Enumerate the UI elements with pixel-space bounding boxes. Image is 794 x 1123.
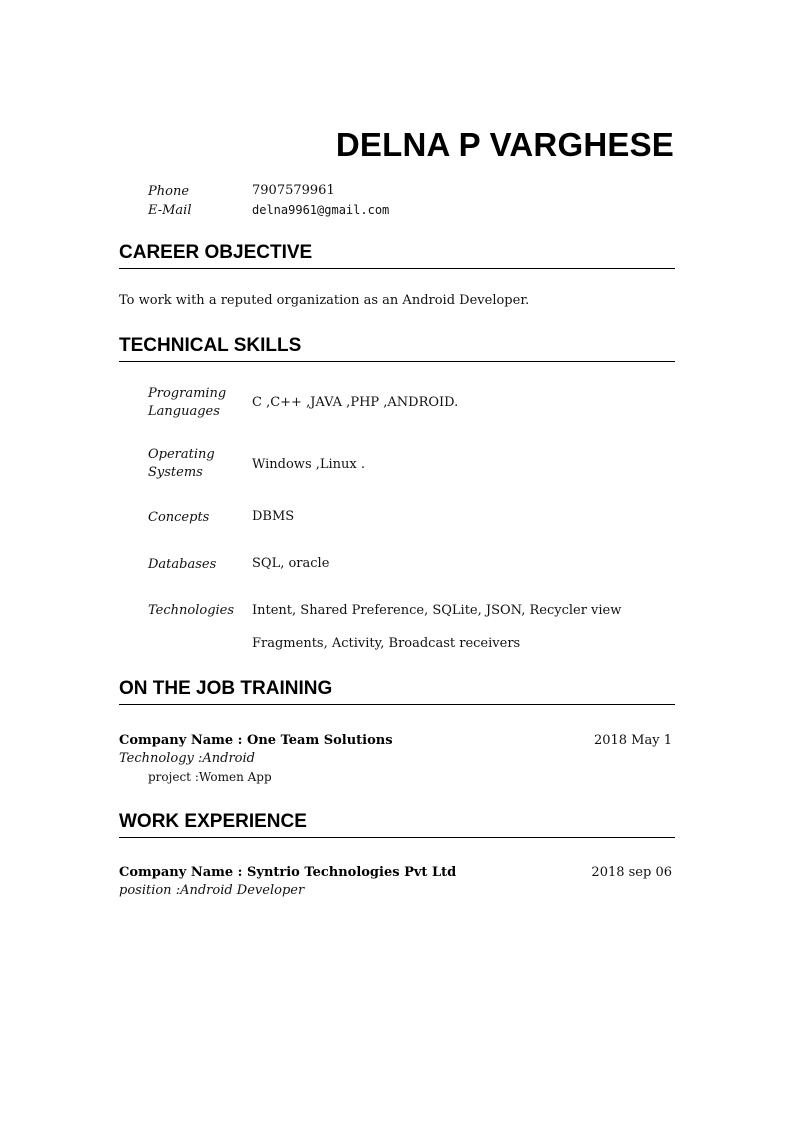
section-divider: [119, 268, 675, 269]
skill-value: DBMS: [252, 509, 295, 524]
experience-heading: WORK EXPERIENCE: [119, 811, 307, 832]
skill-label: Technologies: [148, 603, 235, 618]
skill-value: Intent, Shared Preference, SQLite, JSON, Recycler view: [252, 603, 622, 618]
skill-value: SQL, oracle: [252, 556, 330, 571]
email-label: E-Mail: [148, 203, 192, 218]
phone-value: 7907579961: [252, 183, 335, 198]
training-section: [119, 678, 675, 705]
career-objective-heading: CAREER OBJECTIVE: [119, 242, 313, 263]
experience-position: position :Android Developer: [119, 883, 305, 898]
experience-company: Company Name : Syntrio Technologies Pvt Ltd: [119, 865, 457, 880]
skill-value: Windows ,Linux .: [252, 457, 366, 472]
skill-label: Databases: [148, 557, 217, 572]
objective-text: To work with a reputed organization as an Android Developer.: [119, 293, 530, 308]
skill-value: Fragments, Activity, Broadcast receivers: [252, 636, 521, 651]
skill-label: Programing: [148, 386, 227, 401]
section-divider: [119, 361, 675, 362]
section-divider: [119, 704, 675, 705]
training-project: project :Women App: [148, 770, 272, 784]
training-technology: Technology :Android: [119, 751, 255, 766]
technical-skills-heading: TECHNICAL SKILLS: [119, 335, 302, 356]
training-date: 2018 May 1: [593, 733, 672, 748]
technical-skills-section: [119, 335, 675, 362]
skill-label: Systems: [148, 465, 203, 480]
training-company: Company Name : One Team Solutions: [119, 733, 393, 748]
candidate-name: DELNA P VARGHESE: [335, 126, 674, 163]
training-heading: ON THE JOB TRAINING: [119, 678, 333, 699]
experience-section: [119, 811, 675, 838]
skill-label: Languages: [148, 404, 220, 419]
skill-label: Concepts: [148, 510, 210, 525]
email-value: delna9961@gmail.com: [252, 203, 390, 217]
phone-label: Phone: [148, 184, 190, 199]
skill-value: C ,C++ ,JAVA ,PHP ,ANDROID.: [252, 395, 459, 410]
skill-label: Operating: [148, 447, 215, 462]
experience-date: 2018 sep 06: [591, 865, 672, 880]
section-divider: [119, 837, 675, 838]
career-objective-section: [119, 242, 675, 269]
